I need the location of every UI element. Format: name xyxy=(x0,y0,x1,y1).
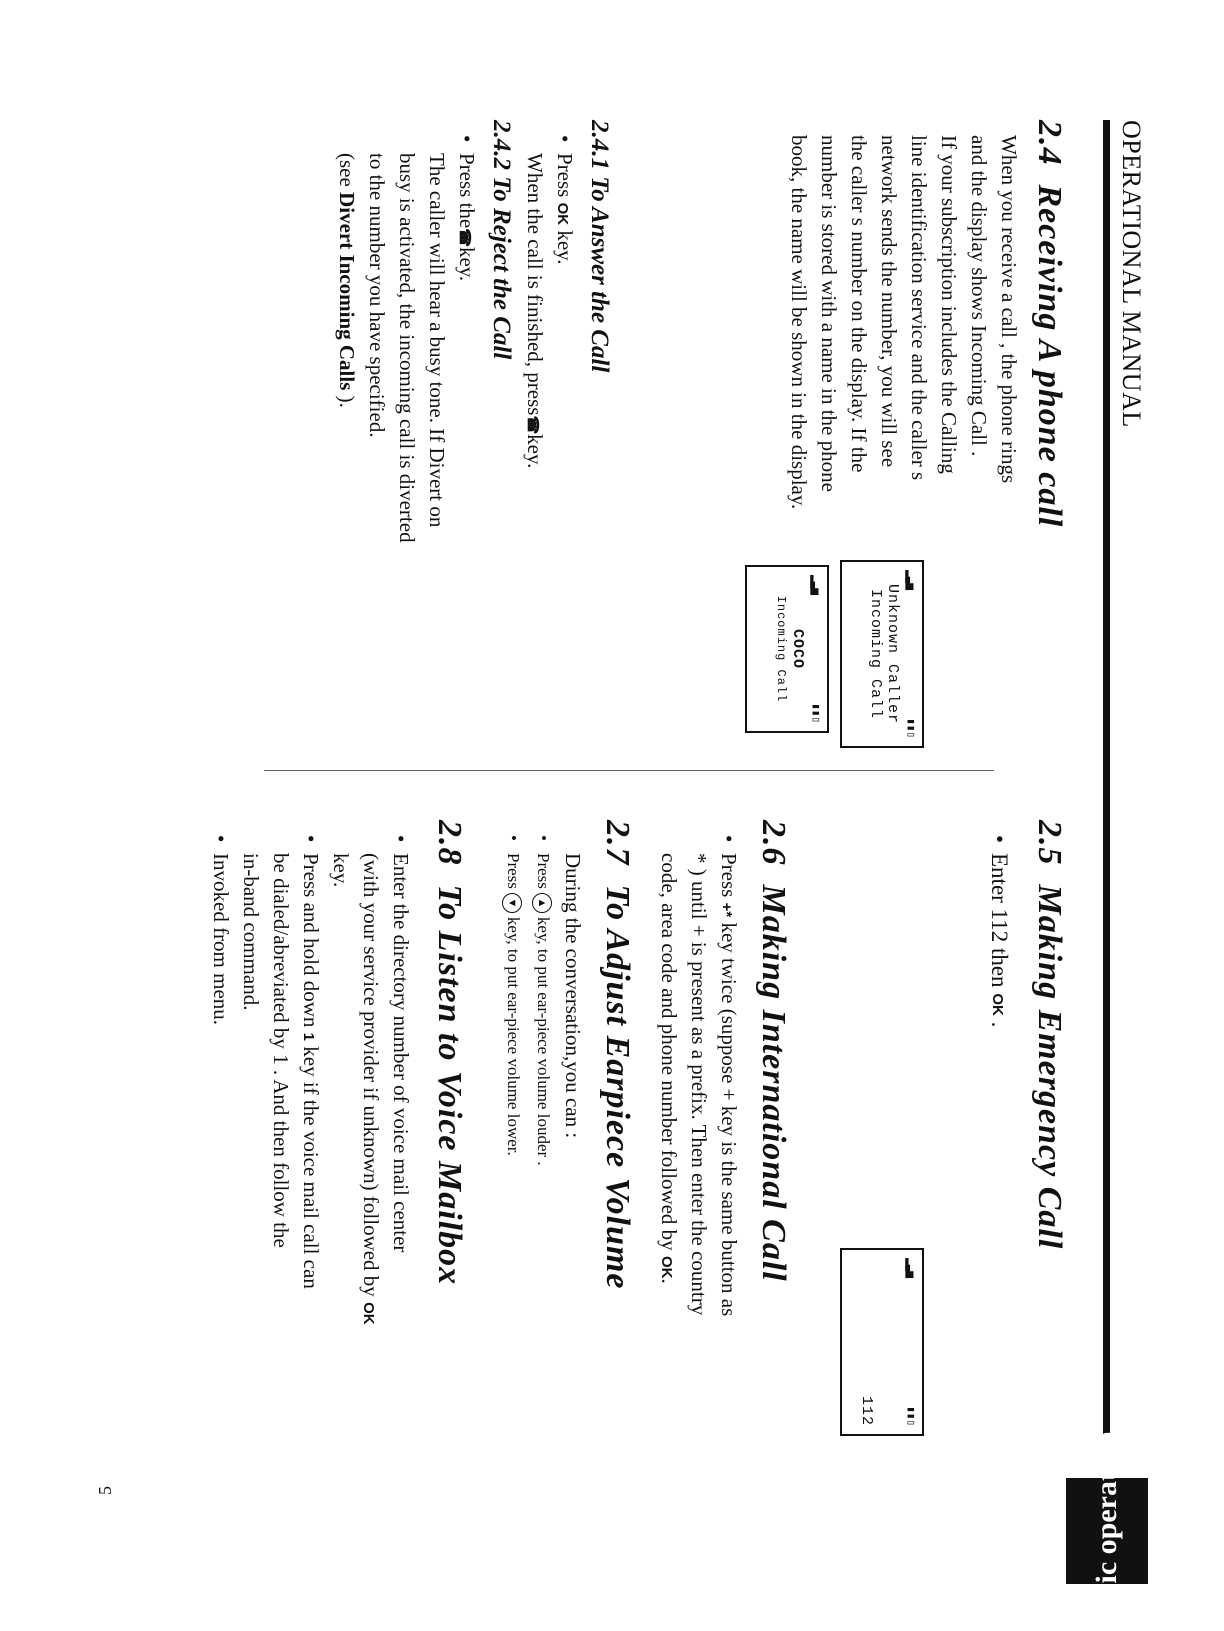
bullet-item: • Invoked from menu. xyxy=(206,835,236,1455)
section-2-4-1 xyxy=(584,120,614,720)
section-2-8 xyxy=(431,820,468,1440)
star-plus-key-icon: +* xyxy=(718,902,736,918)
lcd-unknown-caller xyxy=(840,560,924,748)
subsection-heading: 2.4.2 To Reject the Call xyxy=(488,120,515,360)
section-tab-label: Basic operation xyxy=(1090,1431,1123,1631)
section-2-4-2 xyxy=(486,120,516,720)
section-2-4 xyxy=(1031,120,1068,820)
lcd-status-bar xyxy=(901,570,918,738)
signal-icon: ▂▃▅ xyxy=(809,575,821,595)
section-2-4-2-body xyxy=(332,135,482,755)
lcd-coco xyxy=(745,565,829,733)
volume-up-key-icon: ▲ xyxy=(532,893,552,913)
signal-icon: ▂▃▅ xyxy=(904,1258,916,1278)
body-line: code, area code and phone number followed by OK. xyxy=(657,853,681,1284)
ok-call-key-icon: OK xyxy=(360,1302,378,1325)
lcd-line: Unknown Caller xyxy=(884,583,901,725)
battery-icon: ▮▮▯ xyxy=(809,703,821,723)
section-2-5 xyxy=(1031,820,1068,1440)
body-line: If your subscription includes the Calling xyxy=(937,135,961,474)
section-2-6-body xyxy=(654,835,744,1455)
bullet-item: • Enter the directory number of voice mail center xyxy=(386,835,416,1455)
manual-title: OPERATIONAL MANUAL xyxy=(1117,120,1146,428)
body-line: line identification service and the caller s xyxy=(907,135,931,481)
body-line: book, the name will be shown in the display. xyxy=(787,135,811,510)
lcd-emergency xyxy=(840,1248,924,1436)
body-line: During the conversation,you can : xyxy=(561,853,585,1139)
bullet-item: • Press +* key twice (suppose + key is the same button as xyxy=(714,835,744,1455)
section-heading: 2.6 Making International Call xyxy=(755,820,792,1282)
bullet-item: • Press the☎key. xyxy=(452,135,482,755)
section-2-5-body xyxy=(984,835,1014,1235)
bullet-item: • Press▲key, to put ear-piece volume louder . xyxy=(528,835,558,1435)
body-line: (see Divert Incoming Calls ). xyxy=(335,153,359,408)
bullet-item: • Press▼key, to put ear-piece volume lower. xyxy=(498,835,528,1435)
section-2-6 xyxy=(755,820,792,1440)
body-line: in-band command. xyxy=(239,853,263,1011)
section-heading: 2.8 To Listen to Voice Mailbox xyxy=(431,820,468,1286)
lcd-status-bar xyxy=(806,575,823,723)
body-line: key. xyxy=(329,853,353,888)
lcd-line: 112 xyxy=(858,1395,875,1426)
section-heading: 2.7 To Adjust Earpiece Volume xyxy=(599,820,636,1290)
body-line: the caller s number on the display. If the xyxy=(847,135,871,473)
page-number: 5 xyxy=(95,1486,115,1495)
end-call-key-icon: ☎ xyxy=(524,415,542,435)
body-line: to the number you have specified. xyxy=(365,153,389,438)
body-line: (with your service provider if unknown) followed by OK xyxy=(359,853,383,1325)
body-line: When the call is finished, press☎key. xyxy=(523,153,547,469)
lcd-line: Incoming Call xyxy=(867,588,884,720)
section-2-4-1-body xyxy=(520,135,580,675)
section-2-4-body xyxy=(784,135,1024,605)
body-line: and the display shows Incoming Call . xyxy=(967,135,991,457)
section-heading: 2.5 Making Emergency Call xyxy=(1031,820,1068,1250)
ok-call-key-icon: OK xyxy=(554,202,572,226)
body-line: busy is activated, the incoming call is diverted xyxy=(395,153,419,543)
body-line: network sends the number, you will see xyxy=(877,135,901,468)
column-divider xyxy=(264,770,994,771)
section-2-7 xyxy=(599,820,636,1440)
body-line: be dialed/abreviated by 1 . And then follow the xyxy=(269,853,293,1248)
body-line: * ) until + is present as a prefix. Then enter the country xyxy=(687,853,711,1316)
body-line: When you receive a call , the phone rings xyxy=(997,135,1021,484)
body-line: number is stored with a name in the phone xyxy=(817,135,841,492)
section-2-8-body xyxy=(206,835,416,1455)
ok-call-key-icon: OK xyxy=(988,993,1006,1016)
volume-down-key-icon: ▼ xyxy=(502,893,522,913)
bullet-item: • Press OK key. xyxy=(550,135,580,675)
signal-icon: ▂▃▅ xyxy=(904,570,916,590)
lcd-line: Incoming Call xyxy=(774,595,788,703)
ok-call-key-icon: OK xyxy=(658,1255,676,1279)
voicemail-one-key-icon: 1 xyxy=(300,1032,318,1042)
bullet-item: • Enter 112 then OK . xyxy=(984,835,1014,1235)
section-tab xyxy=(1066,1431,1148,1631)
subsection-heading: 2.4.1 To Answer the Call xyxy=(586,120,613,373)
bullet-item: • Press and hold down 1 key if the voice mail call can xyxy=(296,835,326,1455)
header-rule xyxy=(1103,120,1110,1436)
section-heading: 2.4 Receiving A phone call xyxy=(1031,120,1068,528)
battery-icon: ▮▮▯ xyxy=(904,718,916,738)
lcd-status-bar xyxy=(901,1258,918,1426)
end-call-key-icon: ☎ xyxy=(456,228,474,247)
section-2-7-body xyxy=(498,835,588,1435)
battery-icon: ▮▮▯ xyxy=(904,1406,916,1426)
body-line: The caller will hear a busy tone. If Divert on xyxy=(425,153,449,528)
lcd-line: COCO xyxy=(789,628,806,669)
